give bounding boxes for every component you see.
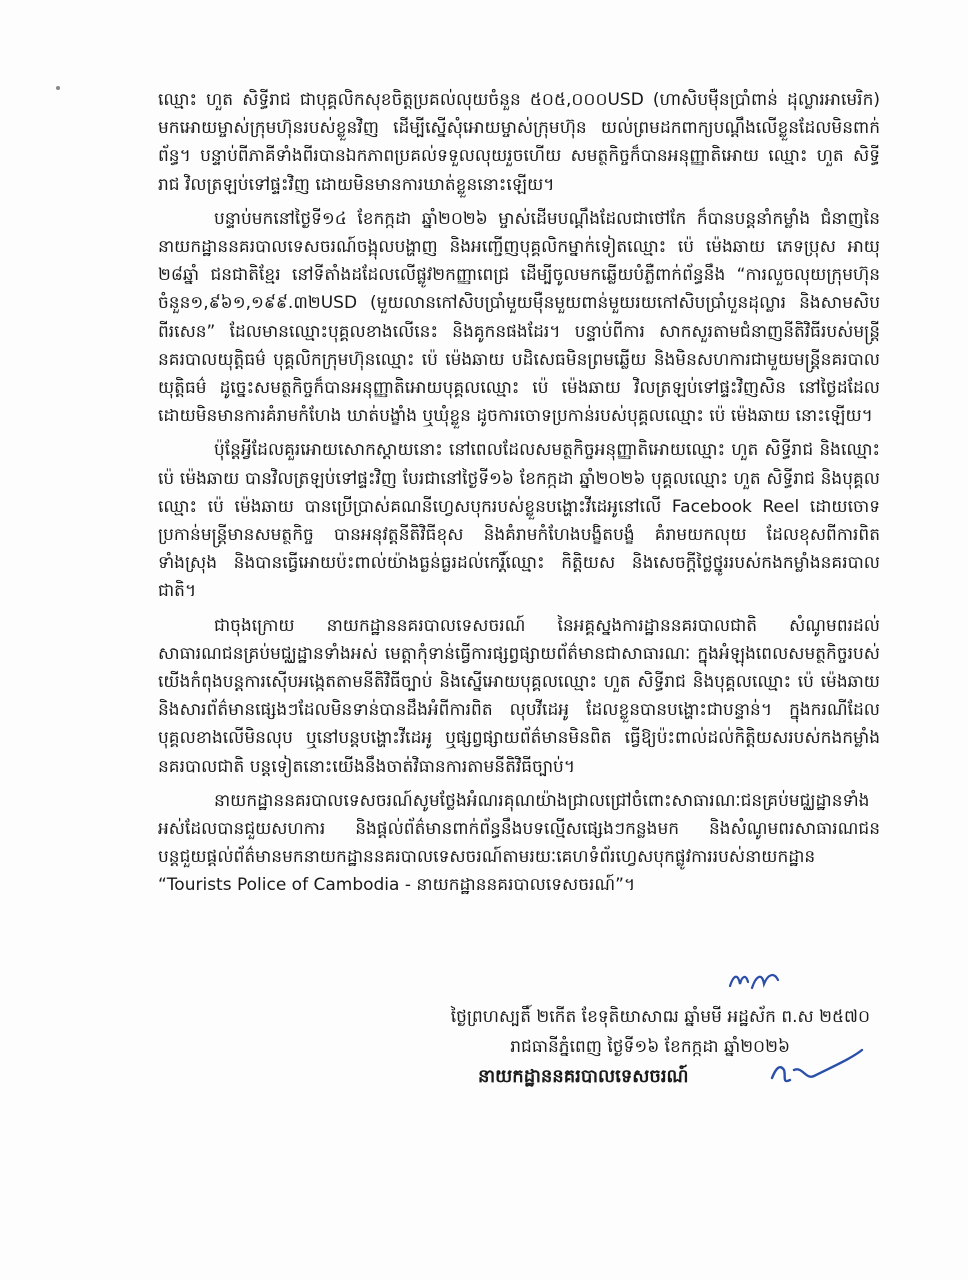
signatory: នាយកដ្ឋាននគរបាលទេសចរណ៍ [478, 1066, 689, 1087]
paragraph-1: ឈ្មោះ ហួត សិទ្ធីរាជ ជាបុគ្គលិកសុខចិត្តប្រគល់លុយចំនួន ៥០៥,០០០USD (ហាសិបម៉ឺនប្រាំពាន់ ដុល្លារអាមេរិក) មកអោយម្ចាស់ក្រុមហ៊ុនរបស់ខ្លួនវិញ ដើម្បីស្នើសុំអោយម្ចាស់ក្រុមហ៊ុន យល់ព្រមដកពាក្យបណ្ដឹងលើខ្លួនដែលមិនពាក់ព័ន្ធ។ បន្ទាប់ពីភាគីទាំងពីរបានឯកភាពប្រគល់ទទួលលុយរួចហើយ សមត្ថកិច្ចក៏បានអនុញ្ញាតិអោយ ឈ្មោះ ហួត សិទ្ធីរាជ វិលត្រឡប់ទៅផ្ទះវិញ ដោយមិនមានការឃាត់ខ្លួននោះឡើយ។ [158, 90, 880, 195]
paragraph-5: នាយកដ្ឋាននគរបាលទេសចរណ៍សូមថ្លែងអំណរគុណយ៉ាងជ្រាលជ្រៅចំពោះសាធារណៈជនគ្រប់មជ្ឈដ្ឋានទាំងអស់ដែលបានជួយសហការ និងផ្តល់ព័ត៌មានពាក់ព័ន្ធនឹងបទល្មើសផ្សេងៗកន្លងមក និងសំណូមពរសាធារណជន បន្តជួយផ្តល់ព័ត៌មានមកនាយកដ្ឋាននគរបាលទេសចរណ៍តាមរយៈគេហទំព័រហ្វេសបុកផ្លូវការរបស់នាយកដ្ឋាន “Tourists Police of Cambodia - នាយកដ្ឋាននគរបាលទេសចរណ៍”។ [158, 790, 880, 896]
paragraph-2: បន្ទាប់មកនៅថ្ងៃទី១៤ ខែកក្កដា ឆ្នាំ២០២៦ ម្ចាស់ដើមបណ្ដឹងដែលជាថៅកែ ក៏បានបន្តនាំកម្លាំង ជំនាញនៃនាយកដ្ឋាននគរបាលទេសចរណ៍ចង្អុលបង្ហាញ និងអញ្ជើញបុគ្គលិកម្នាក់ទៀតឈ្មោះ ប៉េ ម៉េងឆាយ ភេទប្រុស អាយុ ២៨ឆ្នាំ ជនជាតិខ្មែរ នៅទីតាំងដដែលលើផ្លូវ២កញ្ញាពេជ្រ ដើម្បីចូលមកឆ្លើយបំភ្លឺពាក់ព័ន្ធនឹង “ការលួចលុយក្រុមហ៊ុនចំនួន១,៩៦១,១៩៩.៣២USD (មួយលានកៅសិបប្រាំមួយម៉ឺនមួយពាន់មួយរយកៅសិបប្រាំបួនដុល្លារ និងសាមសិបពីរសេន” ដែលមានឈ្មោះបុគ្គលខាងលើនេះ និងគូកនផងដែរ។ បន្ទាប់ពីការ សាកសួរតាមជំនាញនីតិវិធីរបស់មន្ត្រីនគរបាលយុត្តិធម៌ បុគ្គលិកក្រុមហ៊ុនឈ្មោះ ប៉េ ម៉េងឆាយ បដិសេធមិនព្រមឆ្លើយ និងមិនសហការជាមួយមន្ត្រីនគរបាលយុត្តិធម៌ ដូច្នេះសមត្ថកិច្ចក៏បានអនុញ្ញាតិអោយបុគ្គលឈ្មោះ ប៉េ ម៉េងឆាយ វិលត្រឡប់ទៅផ្ទះវិញសិន នៅថ្ងៃដដែល ដោយមិនមានការគំរាមកំហែង ឃាត់បង្ខាំង ឬឃុំខ្លួន ដូចការចោទប្រកាន់របស់បុគ្គលឈ្មោះ ប៉េ ម៉េងឆាយ នោះឡើយ។ [158, 208, 880, 427]
paragraph-4: ជាចុងក្រោយ នាយកដ្ឋាននគរបាលទេសចរណ៍ នៃអគ្គស្នងការដ្ឋាននគរបាលជាតិ សំណូមពរដល់សាធារណជនគ្រប់មជ្ឈដ្ឋានទាំងអស់ មេត្តាកុំទាន់ធ្វើការផ្សព្វផ្សាយព័ត៌មានជាសាធារណៈ ក្នុងអំឡុងពេលសមត្ថកិច្ចរបស់យើងកំពុងបន្តការស៊ើបអង្កេតតាមនីតិវិធីច្បាប់ និងស្នើអោយបុគ្គលឈ្មោះ ហួត សិទ្ធីរាជ និងបុគ្គលឈ្មោះ ប៉េ ម៉េងឆាយ និងសារព័ត៌មានផ្សេងៗដែលមិនទាន់បានដឹងអំពីការពិត លុបវីដេអូ ដែលខ្លួនបានបង្ហោះជាបន្ទាន់។ ក្នុងករណីដែលបុគ្គលខាងលើមិនលុប ឬនៅបន្តបង្ហោះវីដេអូ ឬផ្សព្វផ្សាយព័ត៌មានមិនពិត ធ្វើឱ្យប៉ះពាល់ដល់កិត្តិយសរបស់កងកម្លាំងនគរបាលជាតិ បន្តទៀតនោះយើងនឹងចាត់វិធានការតាមនីតិវិធីច្បាប់។ [158, 615, 880, 777]
place-date: រាជធានីភ្នំពេញ ថ្ងៃទី១៦ ខែកក្កដា ឆ្នាំ២០២៦ [510, 1037, 790, 1057]
document-body [158, 86, 880, 906]
paragraph-3: ប៉ុន្តែអ្វីដែលគួរអោយសោកស្ដាយនោះ នៅពេលដែលសមត្ថកិច្ចអនុញ្ញាតិអោយឈ្មោះ ហួត សិទ្ធីរាជ និងឈ្មោះ ប៉េ ម៉េងឆាយ បានវិលត្រឡប់ទៅផ្ទះវិញ បែរជានៅថ្ងៃទី១៦ ខែកក្កដា ឆ្នាំ២០២៦ បុគ្គលឈ្មោះ ហួត សិទ្ធីរាជ និងបុគ្គលឈ្មោះ ប៉េ ម៉េងឆាយ បានប្រើប្រាស់គណនីហ្វេសបុករបស់ខ្លួនបង្ហោះវីដេអូនៅលើ Facebook Reel ដោយចោទប្រកាន់មន្ត្រីមានសមត្ថកិច្ច បានអនុវត្តនីតិវិធីខុស និងគំរាមកំហែងបង្ខិតបង្ខំ គំរាមយកលុយ ដែលខុសពីការពិតទាំងស្រុង និងបានធ្វើអោយប៉ះពាល់យ៉ាងធ្ងន់ធ្ងរដល់កេរ្តិ៍ឈ្មោះ កិត្តិយស និងសេចក្តីថ្លៃថ្នូររបស់កងកម្លាំងនគរបាលជាតិ។ [158, 440, 880, 602]
signature-mark [764, 1040, 868, 1092]
initials-mark-upper [726, 968, 782, 994]
scan-speck [56, 86, 60, 90]
lunar-date: ថ្ងៃព្រហស្បតិ៍ ២កើត ខែទុតិយាសាឍ ឆ្នាំមមី អដ្ឋស័ក ព.ស ២៥៧០ [450, 1007, 870, 1027]
